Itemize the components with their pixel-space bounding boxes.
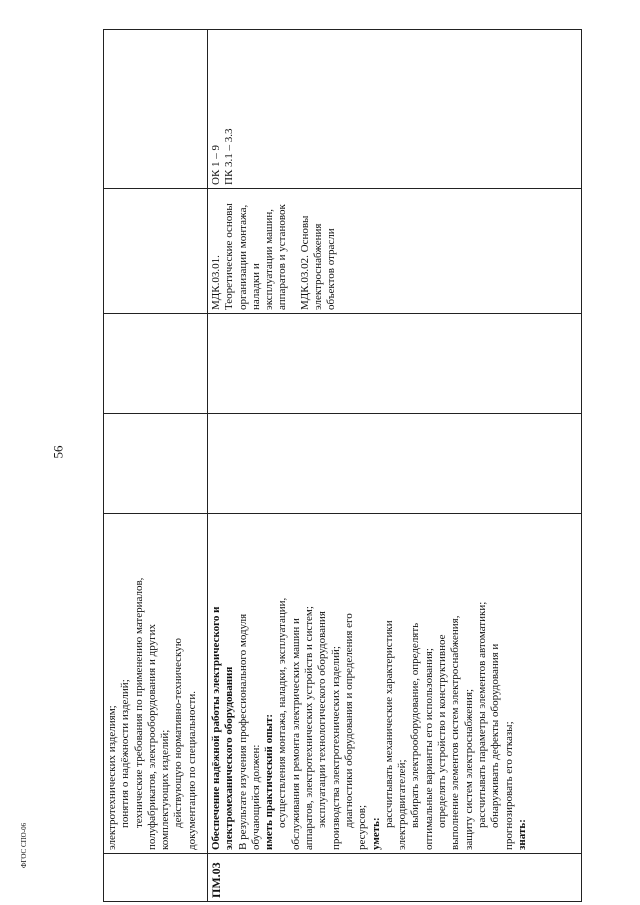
hours-class-cell	[104, 314, 208, 414]
text-line: выполнение элементов систем электроснабжения,	[449, 615, 462, 850]
text-line: Обеспечение надёжной работы электрического и	[210, 606, 222, 850]
mdk-line: электроснабжения	[312, 223, 325, 310]
text-line: оптимальные варианты его использования;	[422, 648, 435, 850]
competency-cell-empty	[104, 30, 208, 189]
mdk-line: эксплуатации машин,	[263, 209, 276, 310]
text-line: технические требования по применению материалов,	[132, 577, 145, 828]
module-content-lines	[210, 517, 529, 850]
module-code: ПМ.03	[208, 854, 582, 902]
footer-code: ФГОС СПО-06	[20, 822, 28, 868]
previous-content-lines	[106, 517, 199, 850]
mdk-line: МДК.03.01.	[210, 255, 222, 310]
mdk-03-02	[299, 192, 339, 310]
text-line: электродвигателей;	[396, 759, 409, 850]
text-line: действующую нормативно-техническую	[172, 638, 185, 828]
text-line: комплектующих изделий;	[159, 729, 172, 850]
curriculum-table	[103, 29, 582, 902]
text-line: рассчитывать механические характеристики	[382, 620, 395, 828]
hours-max-cell	[208, 414, 582, 514]
mdk-line: наладки и	[249, 263, 262, 310]
text-line: обслуживания и ремонта электрических машин и	[289, 618, 302, 850]
module-content-cell	[208, 514, 582, 854]
table-row	[208, 30, 582, 902]
mdk-line: МДК.03.02. Основы	[298, 215, 311, 310]
mdk-line: организации монтажа,	[236, 204, 249, 310]
text-line: В результате изучения профессионального модуля	[236, 613, 249, 850]
content-cell-previous	[104, 514, 208, 854]
text-line: обнаруживать дефекты оборудования и	[489, 643, 502, 828]
competencies	[210, 33, 237, 185]
text-line: знать:	[515, 819, 528, 850]
text-line: иметь практический опыт:	[263, 713, 276, 850]
mdk-line: аппаратов и установок	[276, 204, 289, 310]
text-line: аппаратов, электротехнических устройств и систем;	[303, 606, 316, 850]
hours-class-cell	[208, 314, 582, 414]
text-line: обучающийся должен:	[249, 744, 262, 850]
page-number: 56	[50, 445, 66, 459]
text-line: производства электротехнических изделий;	[329, 646, 342, 850]
text-line: эксплуатации технологического оборудования	[316, 611, 329, 828]
table-row	[104, 30, 208, 902]
competency-line: ОК 1 – 9	[210, 144, 222, 185]
text-line: понятия о надёжности изделий;	[119, 679, 132, 828]
competency-cell	[208, 30, 582, 189]
hours-max-cell	[104, 414, 208, 514]
rotated-page-content	[103, 30, 581, 902]
mdk-cell-empty	[104, 189, 208, 314]
text-line: электромеханического оборудования	[223, 666, 236, 850]
mdk-cell	[208, 189, 582, 314]
mdk-03-01	[210, 192, 290, 310]
text-line: рассчитывать параметры элементов автоматики;	[475, 601, 488, 828]
text-line: документацию по специальности.	[185, 691, 198, 850]
text-line: выбирать электрооборудование, определять	[409, 622, 422, 828]
text-line: электротехнических изделиям;	[106, 705, 118, 850]
text-line: уметь:	[369, 817, 382, 850]
text-line: определять устройство и конструктивное	[436, 634, 449, 828]
text-line: диагностики оборудования и определения его	[342, 613, 355, 828]
text-line: защиту систем электроснабжения;	[462, 688, 475, 850]
mdk-line: объектов отрасли	[325, 228, 338, 310]
competency-line: ПК 3.1 – 3.3	[223, 128, 236, 185]
text-line: ресурсов;	[356, 804, 369, 850]
text-line: прогнозировать его отказы;	[502, 721, 515, 850]
code-cell-empty	[104, 854, 208, 902]
text-line: осуществления монтажа, наладки, эксплуатации,	[276, 597, 289, 828]
text-line: полуфабрикатов, электрооборудования и других	[145, 624, 158, 850]
mdk-line: Теоретические основы	[223, 203, 236, 310]
